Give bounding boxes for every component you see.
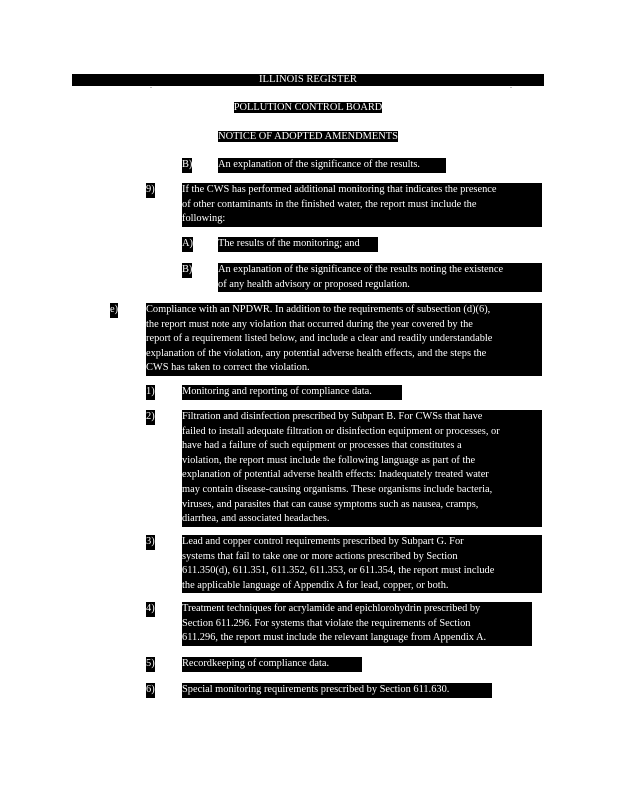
item-9: If the CWS has performed additional monitoring that indicates the presence of other contaminants in the finished water, the report must include the following: <box>182 183 542 227</box>
item-a2: The results of the monitoring; and <box>218 237 378 252</box>
board-title: POLLUTION CONTROL BOARD <box>233 102 383 113</box>
item-label: B) <box>182 263 192 278</box>
register-header: ILLINOIS REGISTER <box>72 74 544 86</box>
item-e: Compliance with an NPDWR. In addition to the requirements of subsection (d)(6), the report must note any violation that occurred during the year covered by the report of a requirement listed below, and include a clear and readily understandable explanation of the violation, any potential adverse health effects, and the steps the CWS has taken to correct the violation. <box>146 303 542 376</box>
item-label: 9) <box>146 183 155 198</box>
notice-title: NOTICE OF ADOPTED AMENDMENTS <box>218 131 398 142</box>
item-2: Filtration and disinfection prescribed by Subpart B. For CWSs that have failed to install adequate filtration or disinfection equipment or processes, or have had a failure of such equipment or processes that constitutes a violation, the report must include the following language as part of the explanation of potential adverse health effects: Inadequately treated water may contain disease-causing organisms. These organisms include bacteria, viruses, and parasites that can cause symptoms such as nausea, cramps, diarrhea, and associated headaches. <box>182 410 542 527</box>
scan-speck <box>510 87 512 88</box>
item-b1: An explanation of the significance of the results. <box>218 158 446 173</box>
item-4: Treatment techniques for acrylamide and epichlorohydrin prescribed by Section 611.296. For systems that violate the requirements of Section 611.296, the report must include the relevant language from Appendix A. <box>182 602 532 646</box>
item-label: A) <box>182 237 193 252</box>
item-label: 4) <box>146 602 155 617</box>
item-b2: An explanation of the significance of the results noting the existence of any health advisory or proposed regulation. <box>218 263 542 292</box>
item-label: 6) <box>146 683 155 698</box>
item-label: 1) <box>146 385 155 400</box>
item-1: Monitoring and reporting of compliance data. <box>182 385 402 400</box>
item-label: 2) <box>146 410 155 425</box>
item-label: B) <box>182 158 192 173</box>
item-6: Special monitoring requirements prescribed by Section 611.630. <box>182 683 492 698</box>
scan-speck <box>150 87 152 88</box>
item-label: 3) <box>146 535 155 550</box>
item-3: Lead and copper control requirements prescribed by Subpart G. For systems that fail to take one or more actions prescribed by Section 611.350(d), 611.351, 611.352, 611.353, or 611.354, the report must include the applicable language of Appendix A for lead, copper, or both. <box>182 535 542 593</box>
item-5: Recordkeeping of compliance data. <box>182 657 362 672</box>
item-label: e) <box>110 303 118 318</box>
item-label: 5) <box>146 657 155 672</box>
